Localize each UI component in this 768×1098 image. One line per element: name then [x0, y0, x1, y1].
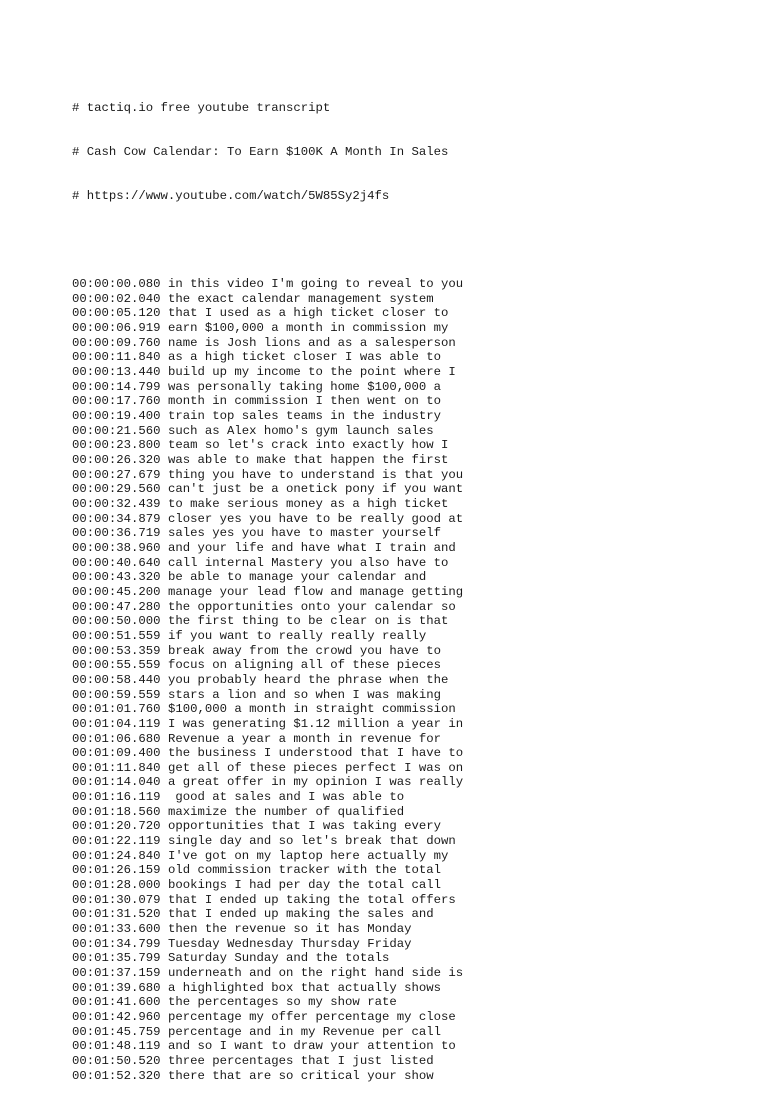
timestamp: 00:01:09.400 — [72, 746, 161, 761]
transcript-line — [72, 673, 732, 688]
line-text: call internal Mastery you also have to — [167, 555, 449, 570]
timestamp: 00:00:55.559 — [72, 658, 161, 673]
transcript-line — [72, 468, 732, 483]
timestamp: 00:01:31.520 — [72, 907, 161, 922]
header-source-line: # tactiq.io free youtube transcript — [72, 101, 331, 116]
line-text: and so I want to draw your attention to — [167, 1039, 456, 1054]
line-text: I've got on my laptop here actually my — [167, 848, 449, 863]
transcript-line — [72, 600, 732, 615]
transcript-line — [72, 570, 732, 585]
timestamp: 00:01:41.600 — [72, 995, 161, 1010]
transcript-line — [72, 995, 732, 1010]
transcript-line — [72, 541, 732, 556]
line-text: was personally taking home $100,000 a — [167, 379, 441, 394]
line-text: month in commission I then went on to — [167, 394, 441, 409]
line-text: focus on aligning all of these pieces — [167, 658, 441, 673]
transcript-line — [72, 556, 732, 571]
timestamp: 00:01:26.159 — [72, 863, 161, 878]
transcript-line — [72, 658, 732, 673]
transcript-line — [72, 819, 732, 834]
line-text: name is Josh lions and as a salesperson — [167, 335, 456, 350]
transcript-line — [72, 438, 732, 453]
line-text: that I used as a high ticket closer to — [167, 306, 449, 321]
transcript-line — [72, 585, 732, 600]
line-text: percentage my offer percentage my close — [167, 1009, 456, 1024]
timestamp: 00:01:16.119 — [72, 790, 161, 805]
timestamp: 00:00:53.359 — [72, 643, 161, 658]
line-text: single day and so let's break that down — [167, 834, 456, 849]
transcript-line — [72, 849, 732, 864]
line-text: thing you have to understand is that you — [167, 467, 464, 482]
line-text: train top sales teams in the industry — [167, 409, 441, 424]
timestamp: 00:01:34.799 — [72, 936, 161, 951]
transcript-line — [72, 775, 732, 790]
line-text: the opportunities onto your calendar so — [167, 599, 456, 614]
transcript-line — [72, 878, 732, 893]
header-url-line: # https://www.youtube.com/watch/5W85Sy2j4fs — [72, 189, 390, 204]
line-text: Tuesday Wednesday Thursday Friday — [167, 936, 412, 951]
line-text: the exact calendar management system — [167, 291, 434, 306]
line-text: as a high ticket closer I was able to — [167, 350, 441, 365]
timestamp: 00:00:40.640 — [72, 555, 161, 570]
timestamp: 00:00:09.760 — [72, 335, 161, 350]
transcript-line — [72, 761, 732, 776]
timestamp: 00:00:05.120 — [72, 306, 161, 321]
line-text: good at sales and I was able to — [167, 790, 405, 805]
transcript-line — [72, 1069, 732, 1084]
timestamp: 00:00:11.840 — [72, 350, 161, 365]
line-text: old commission tracker with the total — [167, 863, 441, 878]
transcript-line — [72, 350, 732, 365]
transcript-line — [72, 336, 732, 351]
transcript-line — [72, 805, 732, 820]
timestamp: 00:01:37.159 — [72, 966, 161, 981]
line-text: opportunities that I was taking every — [167, 819, 441, 834]
transcript-line — [72, 907, 732, 922]
transcript-line — [72, 614, 732, 629]
timestamp: 00:00:32.439 — [72, 497, 161, 512]
transcript-line — [72, 380, 732, 395]
timestamp: 00:01:14.040 — [72, 775, 161, 790]
transcript-line — [72, 512, 732, 527]
transcript-line — [72, 453, 732, 468]
timestamp: 00:00:43.320 — [72, 570, 161, 585]
transcript-line — [72, 834, 732, 849]
transcript-line — [72, 937, 732, 952]
line-text: if you want to really really really — [167, 628, 427, 643]
timestamp: 00:00:36.719 — [72, 526, 161, 541]
line-text: bookings I had per day the total call — [167, 878, 441, 893]
header-title-line: # Cash Cow Calendar: To Earn $100K A Month In Sales — [72, 145, 449, 160]
timestamp: 00:00:27.679 — [72, 467, 161, 482]
timestamp: 00:01:35.799 — [72, 951, 161, 966]
transcript-line — [72, 292, 732, 307]
timestamp: 00:00:02.040 — [72, 291, 161, 306]
transcript-line — [72, 306, 732, 321]
timestamp: 00:01:50.520 — [72, 1053, 161, 1068]
timestamp: 00:01:01.760 — [72, 702, 161, 717]
transcript-line — [72, 966, 732, 981]
line-text: a great offer in my opinion I was really — [167, 775, 464, 790]
timestamp: 00:01:24.840 — [72, 848, 161, 863]
timestamp: 00:01:18.560 — [72, 804, 161, 819]
timestamp: 00:00:17.760 — [72, 394, 161, 409]
timestamp: 00:00:50.000 — [72, 614, 161, 629]
transcript-line — [72, 717, 732, 732]
line-text: was able to make that happen the first — [167, 453, 449, 468]
transcript-line — [72, 732, 732, 747]
timestamp: 00:00:45.200 — [72, 584, 161, 599]
line-text: get all of these pieces perfect I was on — [167, 760, 464, 775]
transcript-line — [72, 424, 732, 439]
line-text: manage your lead flow and manage getting — [167, 584, 464, 599]
timestamp: 00:00:13.440 — [72, 365, 161, 380]
line-text: Saturday Sunday and the totals — [167, 951, 390, 966]
line-text: the business I understood that I have to — [167, 746, 464, 761]
timestamp: 00:00:21.560 — [72, 423, 161, 438]
transcript-line — [72, 1054, 732, 1069]
timestamp: 00:01:45.759 — [72, 1024, 161, 1039]
transcript-line — [72, 863, 732, 878]
transcript-line — [72, 629, 732, 644]
line-text: percentage and in my Revenue per call — [167, 1024, 441, 1039]
timestamp: 00:01:48.119 — [72, 1039, 161, 1054]
line-text: I was generating $1.12 million a year in — [167, 716, 464, 731]
line-text: can't just be a onetick pony if you want — [167, 482, 464, 497]
line-text: build up my income to the point where I — [167, 365, 456, 380]
line-text: break away from the crowd you have to — [167, 643, 441, 658]
line-text: there that are so critical your show — [167, 1068, 434, 1083]
transcript-line — [72, 746, 732, 761]
line-text: a highlighted box that actually shows — [167, 980, 441, 995]
timestamp: 00:00:47.280 — [72, 599, 161, 614]
transcript-line — [72, 922, 732, 937]
transcript-line — [72, 1025, 732, 1040]
line-text: such as Alex homo's gym launch sales — [167, 423, 434, 438]
line-text: you probably heard the phrase when the — [167, 672, 449, 687]
header-spacer — [72, 233, 732, 248]
timestamp: 00:00:14.799 — [72, 379, 161, 394]
timestamp: 00:00:00.080 — [72, 277, 161, 292]
line-text: Revenue a year a month in revenue for — [167, 731, 441, 746]
transcript-line — [72, 688, 732, 703]
line-text: maximize the number of qualified — [167, 804, 405, 819]
transcript-line — [72, 1010, 732, 1025]
line-text: earn $100,000 a month in commission my — [167, 321, 449, 336]
transcript-line — [72, 951, 732, 966]
line-text: then the revenue so it has Monday — [167, 922, 412, 937]
line-text: and your life and have what I train and — [167, 540, 456, 555]
timestamp: 00:01:39.680 — [72, 980, 161, 995]
line-text: team so let's crack into exactly how I — [167, 438, 449, 453]
timestamp: 00:01:11.840 — [72, 760, 161, 775]
transcript-line — [72, 409, 732, 424]
transcript-line — [72, 277, 732, 292]
timestamp: 00:01:42.960 — [72, 1009, 161, 1024]
timestamp: 00:01:06.680 — [72, 731, 161, 746]
transcript-line — [72, 981, 732, 996]
transcript-line — [72, 790, 732, 805]
transcript-line — [72, 526, 732, 541]
line-text: be able to manage your calendar and — [167, 570, 427, 585]
transcript-lines — [72, 277, 732, 1083]
line-text: that I ended up taking the total offers — [167, 892, 456, 907]
timestamp: 00:01:04.119 — [72, 716, 161, 731]
timestamp: 00:01:28.000 — [72, 878, 161, 893]
line-text: closer yes you have to be really good at — [167, 511, 464, 526]
timestamp: 00:00:23.800 — [72, 438, 161, 453]
timestamp: 00:00:38.960 — [72, 540, 161, 555]
transcript-line — [72, 321, 732, 336]
line-text: the first thing to be clear on is that — [167, 614, 449, 629]
transcript-line — [72, 644, 732, 659]
timestamp: 00:01:20.720 — [72, 819, 161, 834]
line-text: three percentages that I just listed — [167, 1053, 434, 1068]
line-text: that I ended up making the sales and — [167, 907, 434, 922]
line-text: sales yes you have to master yourself — [167, 526, 441, 541]
timestamp: 00:01:22.119 — [72, 834, 161, 849]
transcript-document — [72, 72, 732, 1098]
line-text: the percentages so my show rate — [167, 995, 397, 1010]
timestamp: 00:00:26.320 — [72, 453, 161, 468]
transcript-line — [72, 482, 732, 497]
timestamp: 00:00:51.559 — [72, 628, 161, 643]
timestamp: 00:01:30.079 — [72, 892, 161, 907]
line-text: to make serious money as a high ticket — [167, 497, 449, 512]
timestamp: 00:00:29.560 — [72, 482, 161, 497]
transcript-line — [72, 394, 732, 409]
line-text: underneath and on the right hand side is — [167, 966, 464, 981]
timestamp: 00:00:59.559 — [72, 687, 161, 702]
timestamp: 00:01:33.600 — [72, 922, 161, 937]
timestamp: 00:01:52.320 — [72, 1068, 161, 1083]
transcript-line — [72, 497, 732, 512]
timestamp: 00:00:19.400 — [72, 409, 161, 424]
timestamp: 00:00:58.440 — [72, 672, 161, 687]
transcript-line — [72, 1039, 732, 1054]
transcript-line — [72, 702, 732, 717]
transcript-line — [72, 365, 732, 380]
timestamp: 00:00:06.919 — [72, 321, 161, 336]
line-text: stars a lion and so when I was making — [167, 687, 441, 702]
transcript-line — [72, 893, 732, 908]
line-text: $100,000 a month in straight commission — [167, 702, 456, 717]
line-text: in this video I'm going to reveal to you — [167, 277, 464, 292]
timestamp: 00:00:34.879 — [72, 511, 161, 526]
